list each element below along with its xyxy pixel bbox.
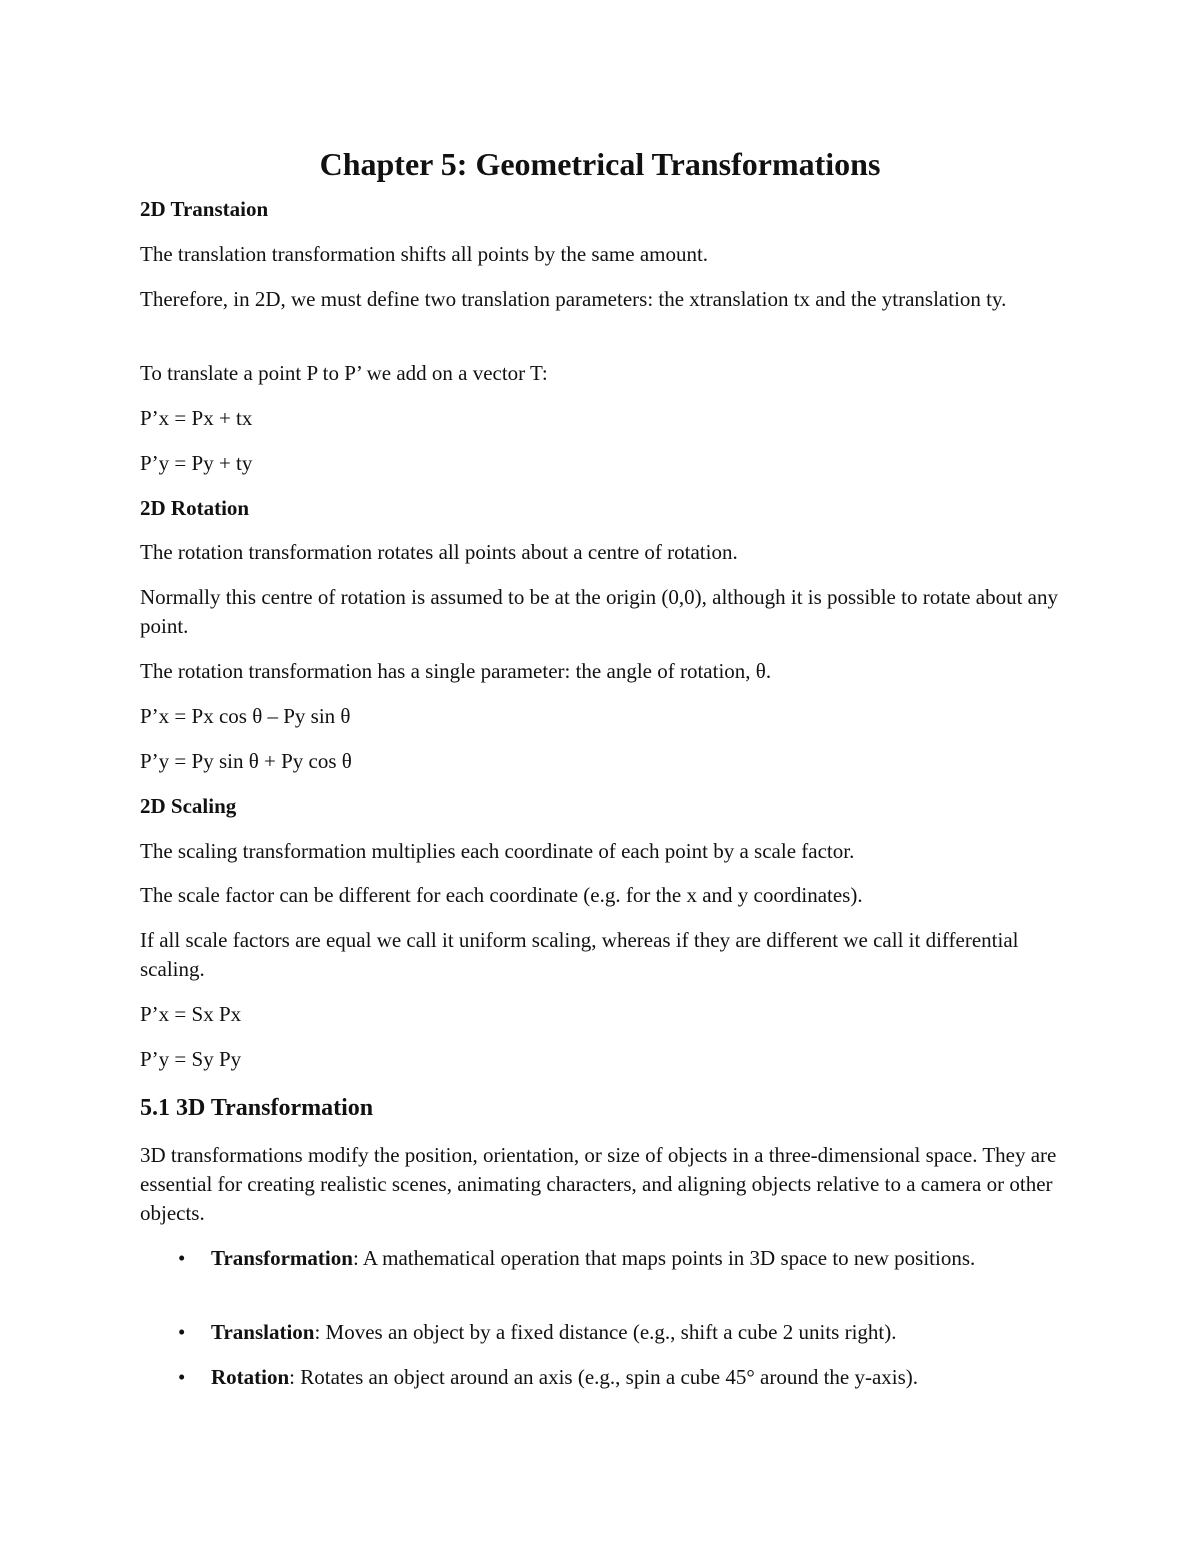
paragraph: The rotation transformation has a single parameter: the angle of rotation, θ.: [140, 659, 772, 683]
bullet-icon: •: [178, 1365, 186, 1389]
equation: P’x = Px cos θ – Py sin θ: [140, 704, 351, 728]
bullet-icon: •: [178, 1246, 186, 1270]
list-item-description: : A mathematical operation that maps points in 3D space to new positions.: [352, 1246, 976, 1270]
bullet-icon: •: [178, 1320, 186, 1344]
heading-2d-scaling: 2D Scaling: [140, 794, 237, 818]
heading-2d-translation: 2D Transtaion: [140, 197, 269, 221]
list-item-description: : Moves an object by a fixed distance (e.g., shift a cube 2 units right).: [314, 1320, 897, 1344]
paragraph: The rotation transformation rotates all points about a centre of rotation.: [140, 540, 738, 564]
equation: P’y = Py sin θ + Py cos θ: [140, 749, 352, 773]
paragraph: The scale factor can be different for each coordinate (e.g. for the x and y coordinates).: [140, 883, 863, 907]
paragraph: To translate a point P to P’ we add on a vector T:: [140, 361, 548, 385]
paragraph: If all scale factors are equal we call it uniform scaling, whereas if they are different we call it differential scaling.: [140, 928, 1019, 981]
list-item-term: Translation: [211, 1320, 315, 1344]
heading-2d-rotation: 2D Rotation: [140, 496, 250, 520]
list-item-term: Transformation: [211, 1246, 353, 1270]
list-item-text: [211, 1244, 1051, 1273]
list-item-description: : Rotates an object around an axis (e.g., spin a cube 45° around the y-axis).: [289, 1365, 919, 1389]
paragraph: Therefore, in 2D, we must define two translation parameters: the xtranslation tx and the ytranslation ty.: [140, 287, 1007, 311]
equation: P’y = Py + ty: [140, 451, 253, 475]
page-title: Chapter 5: Geometrical Transformations: [319, 146, 881, 182]
list-item-text: [211, 1363, 1051, 1392]
equation: P’x = Sx Px: [140, 1002, 242, 1026]
equation: P’x = Px + tx: [140, 406, 253, 430]
equation: P’y = Sy Py: [140, 1047, 242, 1071]
list-item-term: Rotation: [211, 1365, 290, 1389]
list-item-text: [211, 1318, 1051, 1347]
heading-3d-transformation: 5.1 3D Transformation: [140, 1095, 374, 1121]
paragraph: 3D transformations modify the position, orientation, or size of objects in a three-dimensional space. They are essential for creating realistic scenes, animating characters, and aligning objects relative to a camera or other objects.: [140, 1143, 1057, 1225]
paragraph: The translation transformation shifts all points by the same amount.: [140, 242, 709, 266]
paragraph: Normally this centre of rotation is assumed to be at the origin (0,0), although it is possible to rotate about any point.: [140, 585, 1058, 638]
paragraph: The scaling transformation multiplies each coordinate of each point by a scale factor.: [140, 839, 855, 863]
